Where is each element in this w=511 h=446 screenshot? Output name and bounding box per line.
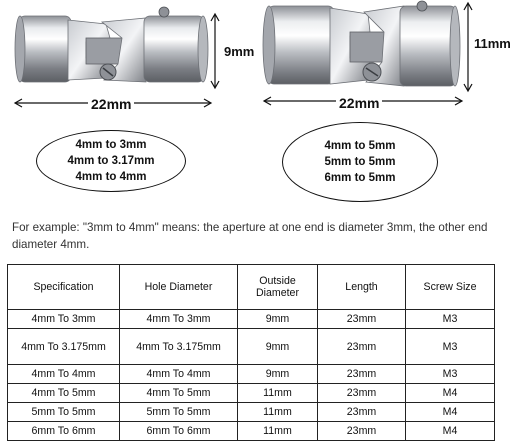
large-spec-line: 6mm to 5mm bbox=[324, 172, 396, 184]
header-hole-diameter: Hole Diameter bbox=[120, 265, 238, 310]
cell-hole-diameter: 4mm To 3.175mm bbox=[120, 329, 238, 365]
cell-screw-size: M3 bbox=[406, 365, 495, 384]
cell-screw-size: M4 bbox=[406, 403, 495, 422]
cell-outside-diameter: 11mm bbox=[238, 422, 318, 441]
cell-screw-size: M4 bbox=[406, 384, 495, 403]
header-length: Length bbox=[318, 265, 406, 310]
header-outside-diameter: Outside Diameter bbox=[238, 265, 318, 310]
large-height-arrow bbox=[461, 2, 475, 92]
small-spec-line: 4mm to 4mm bbox=[75, 171, 147, 183]
cell-specification: 6mm To 6mm bbox=[8, 422, 120, 441]
cell-outside-diameter: 11mm bbox=[238, 384, 318, 403]
spec-table bbox=[7, 264, 495, 441]
cell-length: 23mm bbox=[318, 329, 406, 365]
cell-hole-diameter: 4mm To 4mm bbox=[120, 365, 238, 384]
large-spec-oval bbox=[282, 122, 438, 202]
header-specification: Specification bbox=[8, 265, 120, 310]
cell-length: 23mm bbox=[318, 403, 406, 422]
large-spec-line: 5mm to 5mm bbox=[324, 156, 396, 168]
small-height-label: 9mm bbox=[224, 44, 255, 59]
large-coupler-image bbox=[258, 0, 463, 98]
cell-outside-diameter: 9mm bbox=[238, 329, 318, 365]
header-screw-size: Screw Size bbox=[406, 265, 495, 310]
cell-screw-size: M3 bbox=[406, 329, 495, 365]
small-height-arrow bbox=[208, 13, 222, 89]
small-coupler-image bbox=[6, 2, 221, 102]
large-height-label: 11mm bbox=[474, 36, 511, 51]
cell-specification: 4mm To 3.175mm bbox=[8, 329, 120, 365]
table-row bbox=[8, 310, 495, 329]
cell-hole-diameter: 4mm To 5mm bbox=[120, 384, 238, 403]
cell-length: 23mm bbox=[318, 422, 406, 441]
cell-hole-diameter: 5mm To 5mm bbox=[120, 403, 238, 422]
small-spec-oval bbox=[36, 130, 186, 192]
small-width-label: 22mm bbox=[88, 96, 134, 112]
cell-screw-size: M3 bbox=[406, 310, 495, 329]
cell-specification: 4mm To 3mm bbox=[8, 310, 120, 329]
cell-outside-diameter: 11mm bbox=[238, 403, 318, 422]
cell-hole-diameter: 4mm To 3mm bbox=[120, 310, 238, 329]
cell-specification: 5mm To 5mm bbox=[8, 403, 120, 422]
table-header-row bbox=[8, 265, 495, 310]
cell-screw-size: M4 bbox=[406, 422, 495, 441]
example-note: For example: "3mm to 4mm" means: the aperture at one end is diameter 3mm, the other end diameter 4mm. bbox=[12, 221, 488, 251]
small-spec-line: 4mm to 3mm bbox=[75, 139, 147, 151]
table-row bbox=[8, 365, 495, 384]
cell-length: 23mm bbox=[318, 310, 406, 329]
cell-length: 23mm bbox=[318, 384, 406, 403]
cell-outside-diameter: 9mm bbox=[238, 365, 318, 384]
cell-hole-diameter: 6mm To 6mm bbox=[120, 422, 238, 441]
cell-specification: 4mm To 5mm bbox=[8, 384, 120, 403]
cell-outside-diameter: 9mm bbox=[238, 310, 318, 329]
table-row bbox=[8, 384, 495, 403]
large-spec-line: 4mm to 5mm bbox=[324, 140, 396, 152]
table-row bbox=[8, 403, 495, 422]
cell-length: 23mm bbox=[318, 365, 406, 384]
table-row bbox=[8, 422, 495, 441]
large-width-label: 22mm bbox=[336, 95, 382, 111]
cell-specification: 4mm To 4mm bbox=[8, 365, 120, 384]
table-row bbox=[8, 329, 495, 365]
small-spec-line: 4mm to 3.17mm bbox=[67, 155, 155, 167]
